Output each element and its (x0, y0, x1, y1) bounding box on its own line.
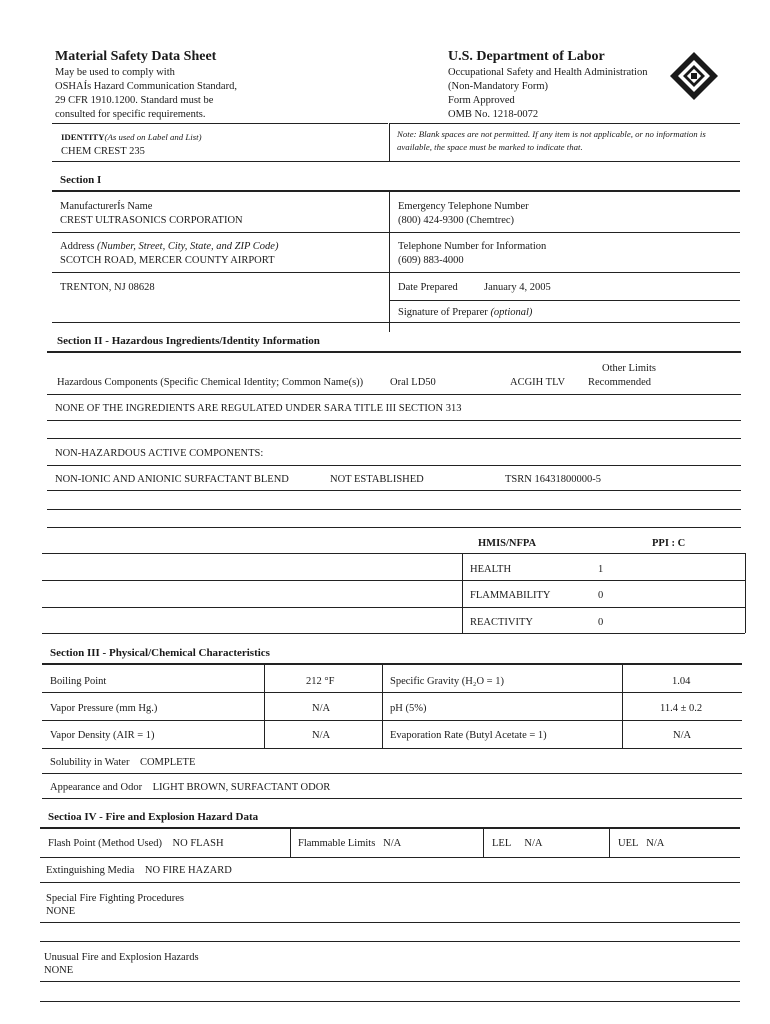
date-prepared-label: Date Prepared (398, 282, 458, 293)
non-hazardous-label: NON-HAZARDOUS ACTIVE COMPONENTS: (55, 448, 264, 459)
none-regulated-text: NONE OF THE INGREDIENTS ARE REGULATED UNDER SARA TITLE III SECTION 313 (55, 403, 462, 414)
ph-value: 11.4 ± 0.2 (660, 703, 703, 714)
boiling-point-value: 212 °F (306, 676, 335, 687)
specific-gravity-label: Specific Gravity (H₂O = 1) (390, 676, 504, 687)
blend-tsrn: TSRN 16431800000-5 (505, 474, 601, 485)
vapor-pressure-label: Vapor Pressure (mm Hg.) (50, 703, 158, 714)
identity-label: IDENTITY(As used on Label and List) (61, 132, 202, 142)
document-title: Material Safety Data Sheet (55, 49, 217, 64)
info-phone-value: (609) 883-4000 (398, 255, 464, 266)
header-sub-line-3: 29 CFR 1910.1200. Standard must be (55, 95, 214, 106)
note-line-1: Note: Blank spaces are not permitted. If any item is not applicable, or no information is (397, 129, 706, 139)
dept-line-4: OMB No. 1218-0072 (448, 109, 539, 120)
dept-line-2: (Non-Mandatory Form) (448, 81, 549, 92)
ph-label: pH (5%) (390, 703, 427, 714)
date-prepared-value: January 4, 2005 (484, 282, 551, 293)
col-oral-ld50: Oral LD50 (390, 377, 436, 388)
vapor-density-label: Vapor Density (AIR = 1) (50, 730, 155, 741)
special-procedures-value: NONE (46, 906, 76, 917)
blend-status: NOT ESTABLISHED (330, 474, 424, 485)
city-value: TRENTON, NJ 08628 (60, 282, 155, 293)
info-phone-label: Telephone Number for Information (398, 241, 547, 252)
hmis-health-label: HEALTH (470, 564, 512, 575)
special-procedures-label: Special Fire Fighting Procedures (46, 893, 184, 904)
section-3-title: Section III - Physical/Chemical Characteristics (50, 647, 270, 659)
header-sub-line-1: May be used to comply with (55, 67, 175, 78)
address-value: SCOTCH ROAD, MERCER COUNTY AIRPORT (60, 255, 275, 266)
hmis-flammability-value: 0 (598, 590, 604, 601)
osha-logo-icon (668, 50, 720, 102)
appearance-row: Appearance and Odor LIGHT BROWN, SURFACTANT ODOR (50, 782, 331, 793)
vapor-density-value: N/A (312, 730, 331, 741)
hazardous-components-label: Hazardous Components (Specific Chemical Identity; Common Name(s)) (57, 377, 364, 388)
boiling-point-label: Boiling Point (50, 676, 107, 687)
col-other-limits-2: Recommended (588, 377, 651, 388)
identity-value: CHEM CREST 235 (61, 146, 145, 157)
emergency-phone-label: Emergency Telephone Number (398, 201, 529, 212)
unusual-hazards-label: Unusual Fire and Explosion Hazards (44, 952, 199, 963)
manufacturer-value: CREST ULTRASONICS CORPORATION (60, 215, 243, 226)
header-sub-line-4: consulted for specific requirements. (55, 109, 206, 120)
flammable-limits-row: Flammable Limits N/A (298, 838, 402, 849)
solubility-row: Solubility in Water COMPLETE (50, 757, 196, 768)
dept-line-1: Occupational Safety and Health Administration (448, 67, 648, 78)
hmis-reactivity-value: 0 (598, 617, 604, 628)
evaporation-rate-value: N/A (673, 730, 692, 741)
col-other-limits-1: Other Limits (602, 363, 656, 374)
ppi-value: PPI : C (652, 538, 686, 549)
section-1-title: Section I (60, 174, 102, 186)
lel-row: LEL N/A (492, 838, 543, 849)
hmis-reactivity-label: REACTIVITY (470, 617, 533, 628)
extinguishing-media-row: Extinguishing Media NO FIRE HAZARD (46, 865, 232, 876)
vapor-pressure-value: N/A (312, 703, 331, 714)
note-line-2: available, the space must be marked to indicate that. (397, 142, 583, 152)
flash-point-row: Flash Point (Method Used) NO FLASH (48, 838, 224, 849)
address-label: Address (Number, Street, City, State, and ZIP Code) (60, 241, 279, 252)
department-title: U.S. Department of Labor (448, 49, 605, 64)
unusual-hazards-value: NONE (44, 965, 74, 976)
blend-name: NON-IONIC AND ANIONIC SURFACTANT BLEND (55, 474, 289, 485)
emergency-phone-value: (800) 424-9300 (Chemtrec) (398, 215, 515, 226)
evaporation-rate-label: Evaporation Rate (Butyl Acetate = 1) (390, 730, 547, 741)
section-4-title: Sectioa IV - Fire and Explosion Hazard Data (48, 811, 259, 823)
hmis-title: HMIS/NFPA (478, 538, 537, 549)
hmis-flammability-label: FLAMMABILITY (470, 590, 551, 601)
signature-label: Signature of Preparer (optional) (398, 307, 533, 318)
uel-row: UEL N/A (618, 838, 665, 849)
specific-gravity-value: 1.04 (672, 676, 691, 687)
hmis-health-value: 1 (598, 564, 604, 575)
dept-line-3: Form Approved (448, 95, 515, 106)
col-acgih-tlv: ACGIH TLV (510, 377, 566, 388)
section-2-title: Section II - Hazardous Ingredients/Identity Information (57, 335, 320, 347)
manufacturer-label: ManufacturerÍs Name (60, 201, 153, 212)
header-sub-line-2: OSHAÍs Hazard Communication Standard, (55, 81, 237, 92)
